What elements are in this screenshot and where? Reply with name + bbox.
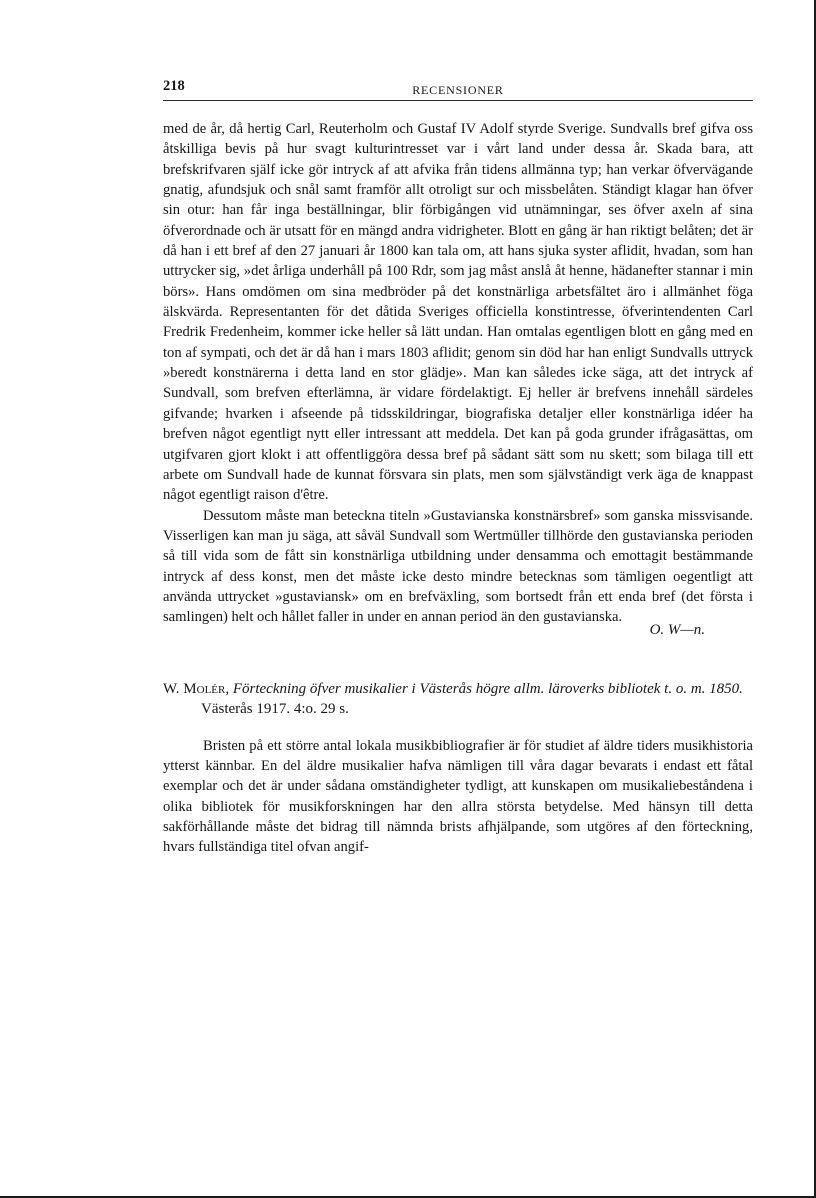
bibliographic-entry: W. Molér, Förteckning öfver musikalier i Västerås högre allm. läroverks bibliotek t. o. m. 1850. Västerås 1917. 4:o. 29 s. [163, 680, 743, 718]
entry-author-surname: Molér [183, 680, 226, 697]
review-2-paragraph-1: Bristen på ett större antal lokala musikbibliografier är för studiet af äldre tiders musikhistoria ytterst kännbar. En del äldre musikalier hafva nämligen till våra dagar bevarats i endast ett fåtal exemplar och det är under sådana omständigheter tydligt, att kunskapen om musikaliebeståndena i olika bibliotek för musikforskningen har den allra största betydelse. Med hänsyn till detta sakförhållande måste det bidrag till nämnda brists afhjälpande, som utgöres af den förteckning, hvars fullständiga titel ofvan angif- [163, 737, 753, 856]
section-title: RECENSIONER [412, 83, 504, 97]
entry-author-initial: W. [163, 680, 184, 697]
document-page [163, 72, 753, 858]
reviewer-signature: O. W—n. [649, 621, 705, 638]
entry-title: Förteckning öfver musikalier i Västerås högre allm. läroverks bibliotek t. o. m. 1850. [232, 680, 743, 697]
review-1-paragraph-2: Dessutom måste man beteckna titeln »Gustavianska konstnärsbref» som ganska missvisande. Visserligen kan man ju säga, att såväl Sundvall som Wertmüller tillhörde den gustavianska perioden så till vida som de fått sin konstnärliga utbildning under densamma och emottagit bestämmande intryck af dess konst, men det måste icke desto mindre betecknas som tämligen oegentligt att använda uttrycket »gustaviansk» om en brefväxling, som bortsedt från ett enda bref (det första i samlingen) helt och hållet faller in under en annan period än den gustavianska. [163, 507, 753, 626]
page-number: 218 [163, 78, 185, 94]
entry-imprint: Västerås 1917. 4:o. 29 s. [201, 701, 349, 718]
running-head [163, 72, 753, 101]
review-1-paragraph-1: med de år, då hertig Carl, Reuterholm och Gustaf IV Adolf styrde Sverige. Sundvalls bref gifva oss åtskilliga bevis på hur svagt kulturintresset var i vårt land under dessa år. Skada bara, att brefskrifvaren själf icke gör intryck af att afvika från tidens allmänna typ; han verkar öfvervägande gnatig, afundsjuk och snål samt framför allt otroligt sur och missbelåten. Ständigt klagar han öfver sin otur: han får inga beställningar, blir förbigången vid utnämningar, ses öfver axeln af sina öfverordnade och är utsatt för en mängd andra vidrigheter. Blott en gång är han riktigt belåten; det är då han i ett bref af den 27 januari år 1800 kan tala om, att hans sjuka syster aflidit, hvadan, som han uttrycker sig, »det årliga underhåll på 100 Rdr, som jag måst anslå åt henne, hädanefter stannar i min börs». Hans omdömen om sina medbröder på det konstnärliga arbetsfältet äro i allmänhet föga älskvärda. Representanten för det dåtida Sveriges officiella konstintresse, öfverintendenten Carl Fredrik Fredenheim, kommer icke heller så lätt undan. Han omtalas egentligen blott en gång med en ton af sympati, och det är då han i mars 1803 aflidit; genom sin död har han enligt Sundvalls uttryck »beredt konstnärerna i detta land en stor glädje». Man kan således icke säga, att det intryck af Sundvall, som brefven efterlämna, är vidare fördelaktigt. Ej heller är brefvens innehåll särdeles gifvande; hvarken i afseende på tidsskildringar, biografiska detaljer eller konstnärliga idéer ha brefven något egentligt nytt eller intressant att meddela. Det kan på goda grunder ifrågasättas, om utgifvaren gjort klokt i att offentliggöra dessa bref på sådant sätt som nu skett; som bilaga till ett arbete om Sundvall hade de kunnat försvara sin plats, men som självständigt verk äga de knappast något egentligt raison d'être. [163, 121, 753, 504]
